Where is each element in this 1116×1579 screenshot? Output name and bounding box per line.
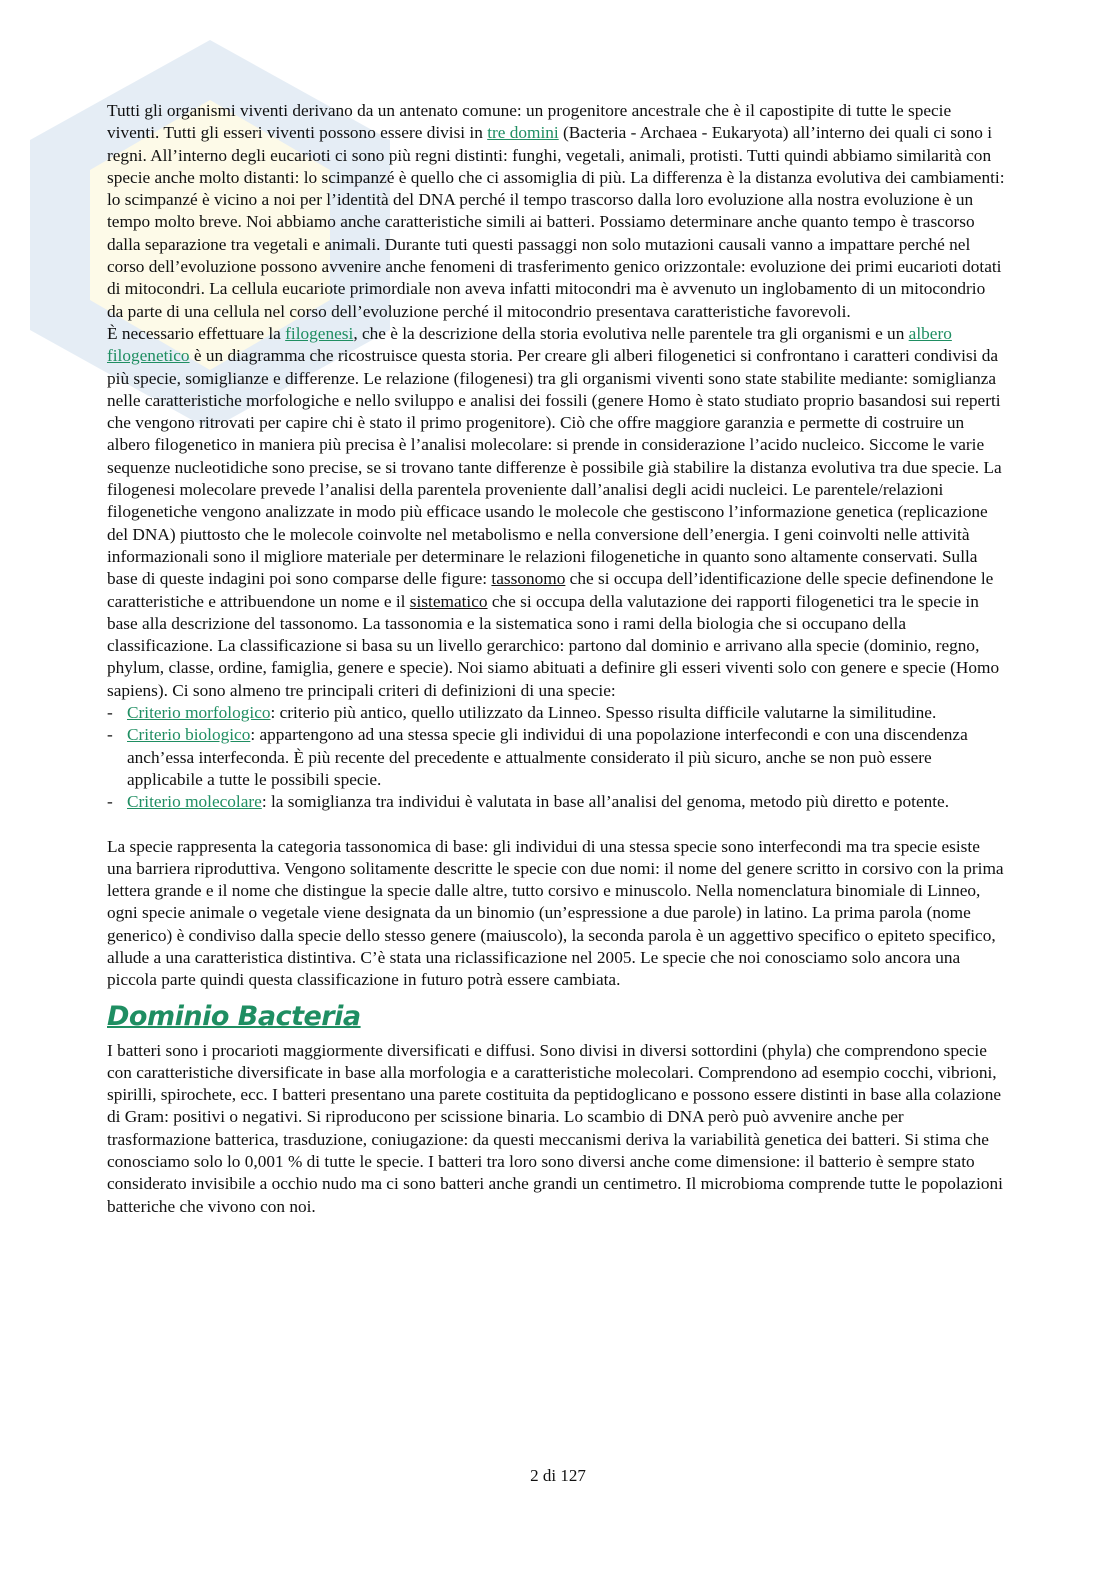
document-body [107,100,1005,1218]
link-criterio-morfologico[interactable]: Criterio morfologico [127,703,271,723]
term-sistematico: sistematico [409,591,488,611]
paragraph-specie: La specie rappresenta la categoria tassonomica di base: gli individui di una stessa specie sono interfecondi ma tra specie esiste una barriera riproduttiva. Vengono solitamente descritte le specie con due nomi: il nome del genere scritto in corsivo con la prima lettera grande e il nome che distingue la specie dalle altre, tutto corsivo e minuscolo. Nella nomenclatura binomiale di Linneo, ogni specie animale o vegetale viene designata da un binomio (un’espressione a due parole) in latino. La prima parola (nome generico) è condiviso dalla specie dello stesso genere (maiuscolo), la seconda parola è un aggettivo specifico o epiteto specifico, allude a una caratteristica distintiva. C’è stata una riclassificazione nel 2005. Le specie che noi conosciamo solo ancora una piccola parte quindi questa classificazione in futuro potrà essere cambiata. [107,836,1004,990]
criteria-list [107,702,1005,813]
link-albero-filogenetico[interactable]: albero filogenetico [107,323,952,366]
link-filogenesi[interactable]: filogenesi [285,323,354,343]
list-item: - Criterio molecolare: la somiglianza tra individui è valutata in base all’analisi del genoma, metodo più diretto e potente. [107,791,1005,813]
link-criterio-biologico[interactable]: Criterio biologico [127,725,251,745]
spacer [107,814,1005,836]
link-tre-domini[interactable]: tre domini [487,123,559,143]
paragraph-intro: Tutti gli organismi viventi derivano da un antenato comune: un progenitore ancestrale che è il capostipite di tutte le specie viventi. Tutti gli esseri viventi possono essere divisi in tre domini (Bacteria - Archaea - Eukaryota) all’interno dei quali ci sono i regni. All’interno degli eucarioti ci sono più regni distinti: funghi, vegetali, animali, protisti. Tutti quindi abbiamo similarità con specie anche molto distanti: lo scimpanzé è quello che ci assomiglia di più. La differenza è la distanza evolutiva dei cambiamenti: lo scimpanzé è vicino a noi per l’identità del DNA perché il tempo trascorso dalla loro evoluzione alla nostra evoluzione è un tempo molto breve. Noi abbiamo anche caratteristiche simili ai batteri. Possiamo determinare anche quanto tempo è trascorso dalla separazione tra vegetali e animali. Durante tuti questi passaggi non solo mutazioni causali vanno a impattare perché nel corso dell’evoluzione possono avvenire anche fenomeni di trasferimento genico orizzontale: evoluzione dei primi eucarioti dotati di mitocondri. La cellula eucariote primordiale non aveva infatti mitocondri ma è avvenuto un inglobamento di un mitocondrio da parte di una cellula nel corso dell’evoluzione perché il mitocondrio presentava caratteristiche favorevoli. [107,101,1005,321]
page-number: 2 di 127 [530,1466,586,1485]
term-tassonomo: tassonomo [491,569,566,589]
link-criterio-molecolare[interactable]: Criterio molecolare [127,792,262,812]
section-title-dominio-bacteria: Dominio Bacteria [107,1000,361,1032]
paragraph-batteri: I batteri sono i procarioti maggiormente diversificati e diffusi. Sono divisi in diversi sottordini (phyla) che comprendono specie con caratteristiche diversificate in base alla morfologia e a caratteristiche molecolari. Comprendono ad esempio cocchi, vibrioni, spirilli, spirochete, ecc. I batteri presentano una parete costituita da peptidoglicano e possono essere distinti in base alla colazione di Gram: positivi o negativi. Si riproducono per scissione binaria. Lo scambio di DNA però può avvenire anche per trasformazione batterica, trasduzione, coniugazione: da questi meccanismi deriva la variabilità genetica dei batteri. Si stima che conosciamo solo lo 0,001 % di tutte le specie. I batteri tra loro sono diversi anche come dimensione: il batterio è sempre stato considerato invisibile a occhio nudo ma ci sono batteri anche grandi un centimetro. Il microbioma comprende tutte le popolazioni batteriche che vivono con noi. [107,1040,1003,1216]
list-item: - Criterio biologico: appartengono ad una stessa specie gli individui di una popolazione interfecondi e con una discendenza anch’essa interfeconda. È più recente del precedente e attualmente considerato il più sicuro, anche se non può essere applicabile a tutte le possibili specie. [107,724,1005,791]
list-item: - Criterio morfologico: criterio più antico, quello utilizzato da Linneo. Spesso risulta difficile valutarne la similitudine. [107,702,1005,724]
paragraph-filogenesi: È necessario effettuare la filogenesi, che è la descrizione della storia evolutiva nelle parentele tra gli organismi e un albero filogenetico è un diagramma che ricostruisce questa storia. Per creare gli alberi filogenetici si confrontano i caratteri condivisi da più specie, somiglianze e differenze. Le relazione (filogenesi) tra gli organismi viventi sono state stabilite mediante: somiglianza nelle caratteristiche morfologiche e nello sviluppo e analisi dei fossili (genere Homo è stato studiato proprio basandosi sui reperti che vengono ritrovati per capire chi è stato il primo progenitore). Ciò che offre maggiore garanzia e permette di costruire un albero filogenetico in maniera più precisa è l’analisi molecolare: si prende in considerazione l’acido nucleico. Siccome le varie sequenze nucleotidiche sono precise, se si trovano tante differenze è possibile già stabilire la distanza evolutiva tra due specie. La filogenesi molecolare prevede l’analisi della parentela proveniente dall’analisi degli acidi nucleici. Le parentele/relazioni filogenetiche vengono analizzate in modo più efficace usando le molecole che gestiscono l’informazione genetica (replicazione del DNA) piuttosto che le molecole coinvolte nel metabolismo e nella conversione dell’energia. I geni coinvolti nelle attività informazionali sono il migliore materiale per determinare le relazioni filogenetiche in quanto sono altamente conservati. Sulla base di queste indagini poi sono comparse delle figure: tassonomo che si occupa dell’identificazione delle specie definendone le caratteristiche e attribuendone un nome e il sistematico che si occupa della valutazione dei rapporti filogenetici tra le specie in base alla descrizione del tassonomo. La tassonomia e la sistematica sono i rami della biologia che si occupano della classificazione. La classificazione si basa su un livello gerarchico: partono dal dominio e arrivano alla specie (dominio, regno, phylum, classe, ordine, famiglia, genere e specie). Noi siamo abituati a definire gli esseri viventi solo con genere e specie (Homo sapiens). Ci sono almeno tre principali criteri di definizioni di una specie: [107,323,1002,700]
